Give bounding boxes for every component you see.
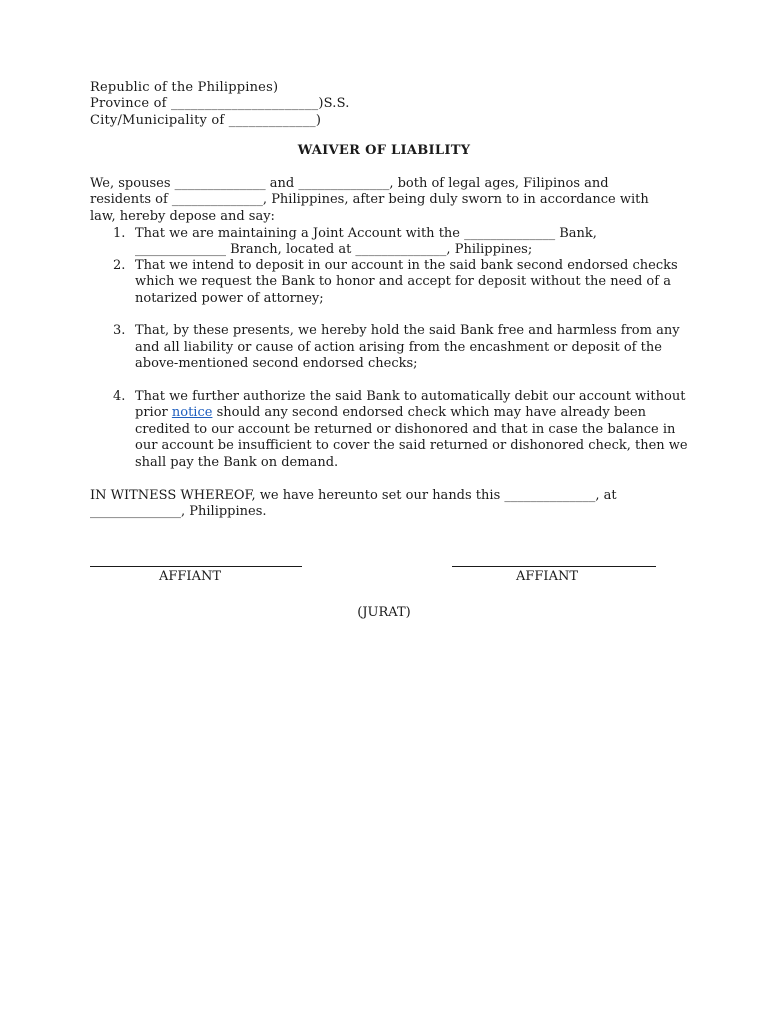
item-2-number: 2. bbox=[113, 258, 126, 273]
item-3-line-3: above-mentioned second endorsed checks; bbox=[135, 356, 418, 371]
notice-link[interactable]: notice bbox=[171, 405, 213, 420]
right-affiant-label: AFFIANT bbox=[516, 569, 578, 584]
intro-line-2: residents of ______________, Philippines, after being duly sworn to in accordance with bbox=[90, 192, 649, 207]
intro-line-3: law, hereby depose and say: bbox=[90, 209, 275, 224]
witness-line-1: IN WITNESS WHEREOF, we have hereunto set our hands this ______________, at bbox=[90, 488, 617, 503]
item-4-number: 4. bbox=[113, 389, 126, 404]
item-4-line-1: That we further authorize the said Bank to automatically debit our account without bbox=[135, 389, 686, 404]
caption-province: Province of ______________________)S.S. bbox=[90, 96, 350, 111]
item-1-line-1: That we are maintaining a Joint Account with the ______________ Bank, bbox=[135, 226, 597, 241]
caption-republic: Republic of the Philippines) bbox=[90, 80, 279, 95]
item-4-line-3: credited to our account be returned or dishonored and that in case the balance in bbox=[135, 422, 676, 437]
right-signature-line bbox=[452, 566, 656, 567]
witness-line-2: ______________, Philippines. bbox=[90, 504, 267, 519]
item-2-line-3: notarized power of attorney; bbox=[135, 291, 324, 306]
left-affiant-label: AFFIANT bbox=[159, 569, 221, 584]
item-2-line-1: That we intend to deposit in our account in the said bank second endorsed checks bbox=[135, 258, 678, 273]
jurat-label: (JURAT) bbox=[357, 605, 411, 620]
item-1-line-2: ______________ Branch, located at ______________, Philippines; bbox=[135, 242, 533, 257]
item-4-line-5: shall pay the Bank on demand. bbox=[135, 455, 339, 470]
item-4-line-2-pre: prior bbox=[135, 405, 172, 420]
left-signature-line bbox=[90, 566, 302, 567]
item-2-line-2: which we request the Bank to honor and accept for deposit without the need of a bbox=[135, 274, 671, 289]
item-3-number: 3. bbox=[113, 323, 126, 338]
item-4-line-2 bbox=[135, 405, 646, 421]
item-3-line-1: That, by these presents, we hereby hold the said Bank free and harmless from any bbox=[135, 323, 680, 338]
document-title: WAIVER OF LIABILITY bbox=[297, 143, 471, 158]
caption-city: City/Municipality of _____________) bbox=[90, 113, 322, 128]
intro-line-1: We, spouses ______________ and ______________, both of legal ages, Filipinos and bbox=[90, 176, 609, 191]
item-4-line-4: our account be insufficient to cover the said returned or dishonored check, then we bbox=[135, 438, 688, 453]
item-1-number: 1. bbox=[113, 226, 126, 241]
item-4-line-2-post: should any second endorsed check which may have already been bbox=[212, 405, 646, 420]
item-3-line-2: and all liability or cause of action arising from the encashment or deposit of the bbox=[135, 340, 662, 355]
